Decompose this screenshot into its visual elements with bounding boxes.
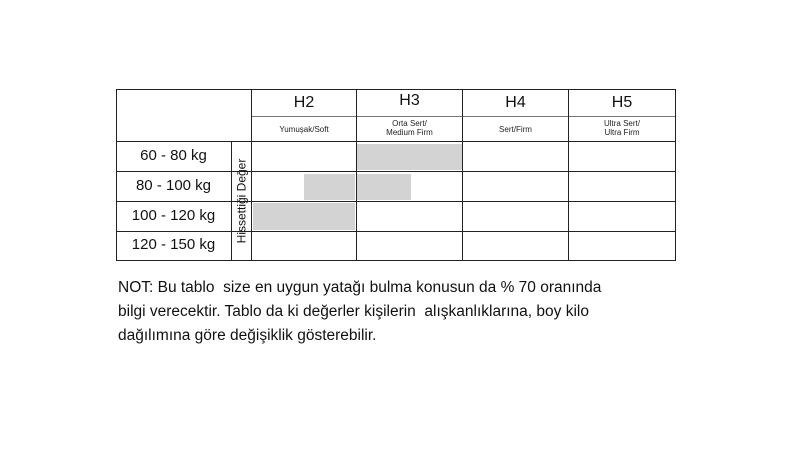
shade-60-80-h3 <box>357 144 462 170</box>
row-60-80: 60 - 80 kg <box>140 147 207 164</box>
row-80-100: 80 - 100 kg <box>135 177 212 194</box>
shade-80-100-h2 <box>304 174 355 200</box>
note-line-2: bilgi verecektir. Tablo da ki değerler kişilerin alışkanlıklarına, boy kilo <box>118 303 589 320</box>
shade-100-120-h2 <box>253 203 355 230</box>
vertical-label <box>231 141 251 261</box>
col-h2-label: Yumuşak/Soft <box>279 125 329 134</box>
col-h3-code: H3 <box>399 92 420 109</box>
col-h5-code: H5 <box>611 94 633 111</box>
note-line-1: NOT: Bu tablo size en uygun yatağı bulma konusun da % 70 oranında <box>118 279 602 296</box>
note-paragraph <box>118 276 698 348</box>
row-120-150: 120 - 150 kg <box>131 236 216 253</box>
col-h2-code: H2 <box>293 94 315 111</box>
col-h3-label: Orta Sert/ Medium Firm <box>386 119 433 137</box>
shade-80-100-h3 <box>357 174 411 200</box>
row-100-120: 100 - 120 kg <box>131 207 216 224</box>
firmness-table <box>116 89 676 261</box>
col-h5-label: Ultra Sert/ Ultra Firm <box>603 119 640 137</box>
col-h4-code: H4 <box>505 94 526 111</box>
note-line-3: dağılımına göre değişiklik gösterebilir. <box>118 327 377 344</box>
vertical-label-text: Hissettiği Değer <box>234 158 249 244</box>
col-h4-label: Sert/Firm <box>499 125 532 134</box>
